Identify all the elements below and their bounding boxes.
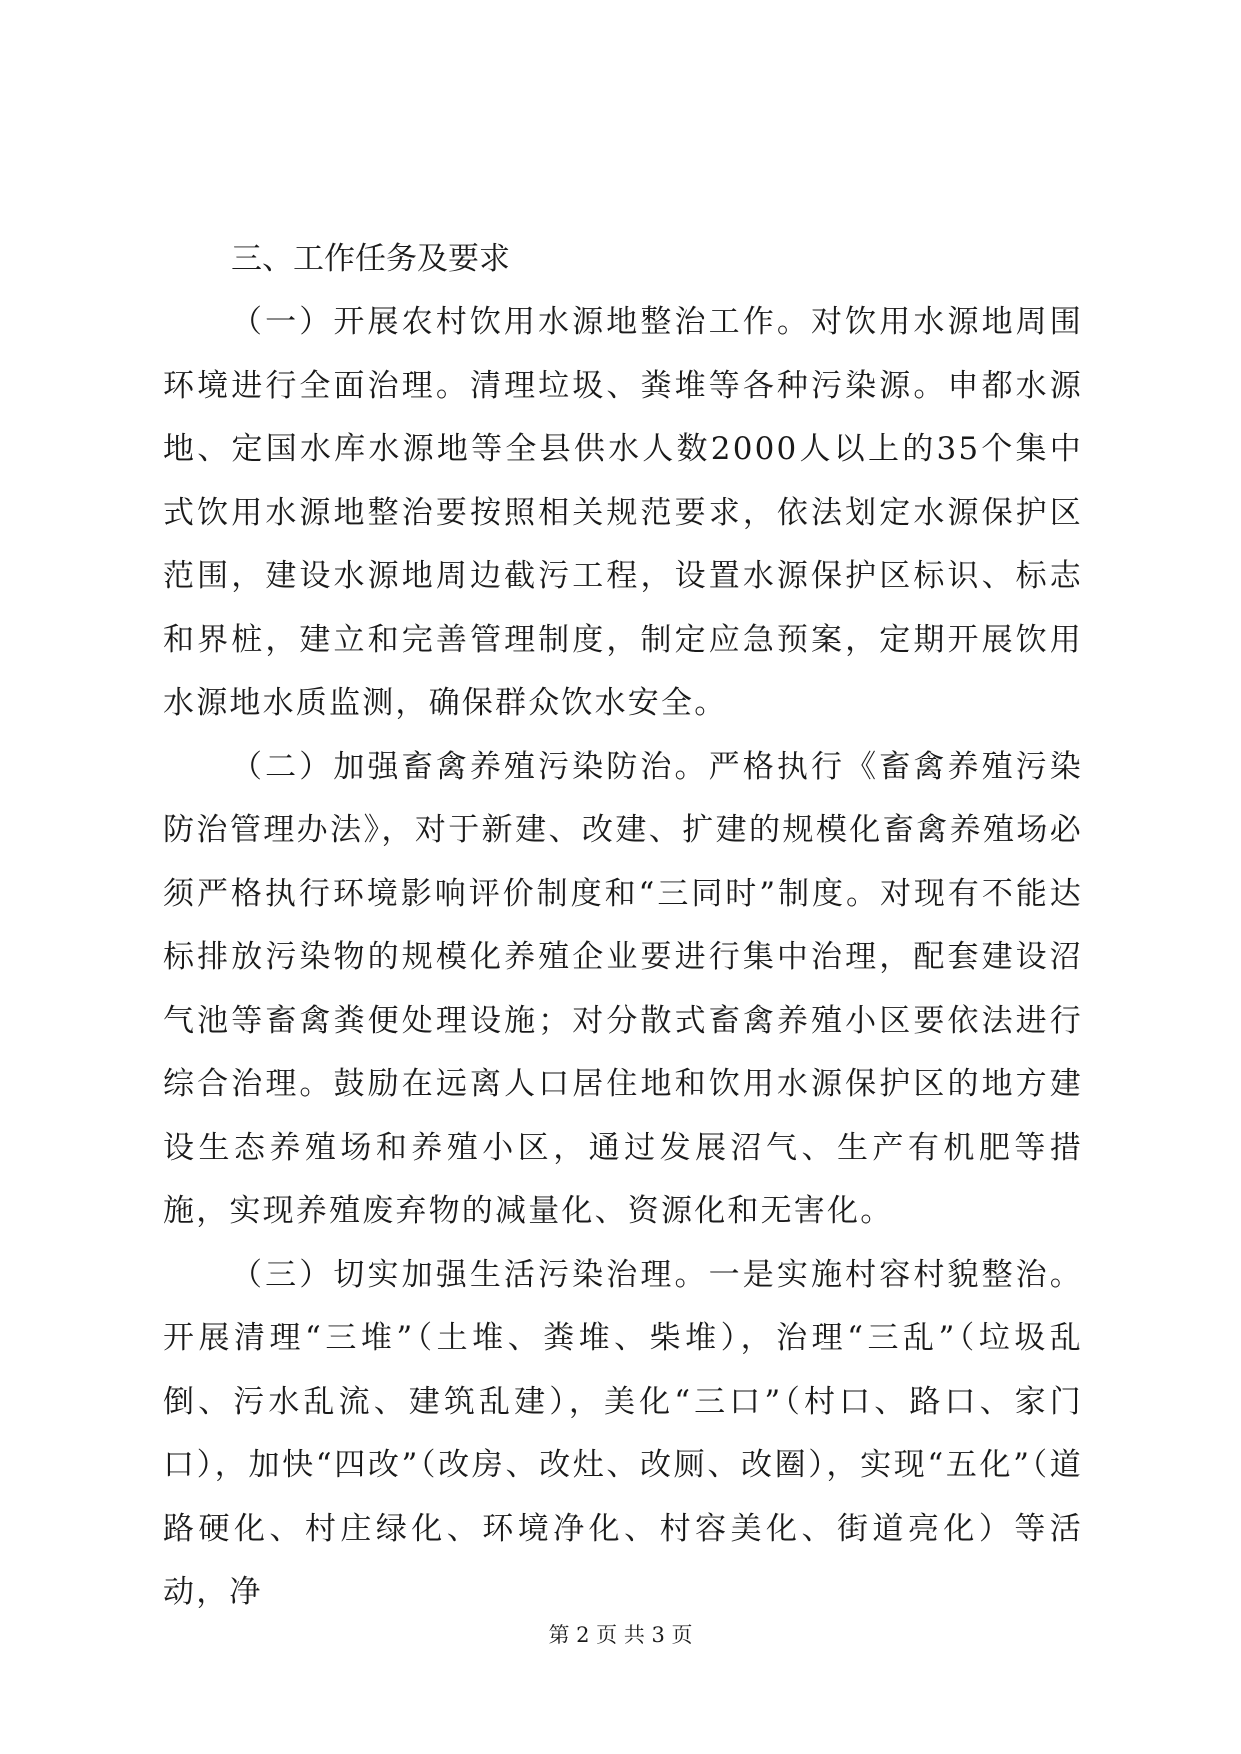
paragraph-2: （二）加强畜禽养殖污染防治。严格执行《畜禽养殖污染防治管理办法》，对于新建、改建、扩建的规模化畜禽养殖场必须严格执行环境影响评价制度和“三同时”制度。对现有不能达标排放污染物的规模化养殖企业要进行集中治理，配套建设沼气池等畜禽粪便处理设施；对分散式畜禽养殖小区要依法进行综合治理。鼓励在远离人口居住地和饮用水源保护区的地方建设生态养殖场和养殖小区，通过发展沼气、生产有机肥等措施，实现养殖废弃物的减量化、资源化和无害化。 xyxy=(163,748,1083,1229)
page-footer: 第 2 页 共 3 页 xyxy=(548,1623,693,1647)
paragraph-1: （一）开展农村饮用水源地整治工作。对饮用水源地周围环境进行全面治理。清理垃圾、粪堆等各种污染源。申都水源地、定国水库水源地等全县供水人数2000人以上的35个集中式饮用水源地整治要按照相关规范要求，依法划定水源保护区范围，建设水源地周边截污工程，设置水源保护区标识、标志和界桩，建立和完善管理制度，制定应急预案，定期开展饮用水源地水质监测，确保群众饮水安全。 xyxy=(163,304,1083,721)
section-heading: 三、工作任务及要求 xyxy=(231,241,510,277)
paragraph-3: （三）切实加强生活污染治理。一是实施村容村貌整治。开展清理“三堆”（土堆、粪堆、柴堆），治理“三乱”（垃圾乱倒、污水乱流、建筑乱建），美化“三口”（村口、路口、家门口），加快“四改”（改房、改灶、改厕、改圈），实现“五化”（道路硬化、村庄绿化、环境净化、村容美化、街道亮化）等活动，净 xyxy=(163,1256,1083,1610)
document-body xyxy=(163,228,1083,1625)
